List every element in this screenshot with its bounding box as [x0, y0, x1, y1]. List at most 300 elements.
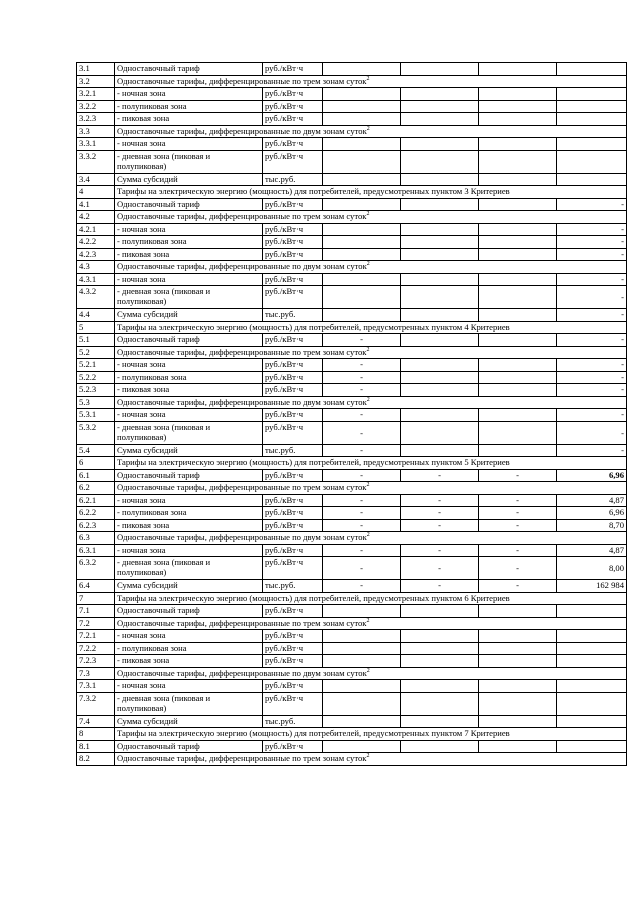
value-cell	[401, 150, 479, 173]
value-cell	[323, 198, 401, 211]
value-cell	[401, 655, 479, 668]
unit-cell: руб./кВт·ч	[263, 100, 323, 113]
unit-cell: тыс.руб.	[263, 309, 323, 322]
indicator-name-cell: Одноставочный тариф	[115, 469, 263, 482]
section-title-cell	[115, 125, 627, 138]
section-row	[77, 211, 627, 224]
row-number-cell: 3.2.2	[77, 100, 115, 113]
section-row	[77, 457, 627, 470]
table-row	[77, 223, 627, 236]
indicator-name-cell: - дневная зона (пиковая и полупиковая)	[115, 421, 263, 444]
footnote-mark: 2	[366, 396, 370, 403]
value-cell: 162 984	[557, 580, 627, 593]
unit-cell: руб./кВт·ч	[263, 371, 323, 384]
value-cell: -	[557, 359, 627, 372]
row-number-cell: 4	[77, 186, 115, 199]
section-row	[77, 346, 627, 359]
value-cell: -	[557, 223, 627, 236]
indicator-name-cell: - ночная зона	[115, 494, 263, 507]
value-cell	[401, 444, 479, 457]
section-title: Одноставочные тарифы, дифференцированные по трем зонам суток	[117, 617, 367, 628]
unit-cell: руб./кВт·ч	[263, 384, 323, 397]
row-number-cell: 4.3.1	[77, 273, 115, 286]
row-number-cell: 6.1	[77, 469, 115, 482]
unit-cell: руб./кВт·ч	[263, 359, 323, 372]
table-row	[77, 359, 627, 372]
table-row	[77, 371, 627, 384]
indicator-name-cell: - пиковая зона	[115, 655, 263, 668]
section-row	[77, 125, 627, 138]
value-cell	[479, 384, 557, 397]
value-cell	[323, 273, 401, 286]
value-cell: -	[323, 544, 401, 557]
value-cell	[401, 359, 479, 372]
value-cell: -	[557, 384, 627, 397]
row-number-cell: 5.2.2	[77, 371, 115, 384]
value-cell	[401, 409, 479, 422]
value-cell	[401, 715, 479, 728]
row-number-cell: 4.2.2	[77, 236, 115, 249]
value-cell: -	[401, 580, 479, 593]
value-cell	[401, 384, 479, 397]
section-row	[77, 753, 627, 766]
value-cell	[401, 421, 479, 444]
row-number-cell: 7.2.3	[77, 655, 115, 668]
value-cell: -	[557, 444, 627, 457]
indicator-name-cell: Одноставочный тариф	[115, 605, 263, 618]
value-cell	[479, 198, 557, 211]
unit-cell: руб./кВт·ч	[263, 63, 323, 76]
value-cell	[479, 150, 557, 173]
section-title-cell	[115, 261, 627, 274]
table-row	[77, 63, 627, 76]
footnote-mark: 2	[366, 617, 370, 624]
value-cell	[323, 715, 401, 728]
footnote-mark: 2	[366, 211, 370, 218]
value-cell	[557, 88, 627, 101]
unit-cell: тыс.руб.	[263, 173, 323, 186]
value-cell	[557, 173, 627, 186]
table-row	[77, 198, 627, 211]
row-number-cell: 7.3	[77, 667, 115, 680]
row-number-cell: 3.4	[77, 173, 115, 186]
value-cell	[479, 248, 557, 261]
value-cell: -	[557, 236, 627, 249]
indicator-name-cell: Одноставочный тариф	[115, 198, 263, 211]
value-cell	[479, 63, 557, 76]
value-cell	[401, 273, 479, 286]
section-row	[77, 728, 627, 741]
section-title-cell	[115, 592, 627, 605]
value-cell: -	[479, 469, 557, 482]
value-cell: -	[557, 309, 627, 322]
unit-cell: руб./кВт·ч	[263, 494, 323, 507]
value-cell: -	[401, 557, 479, 580]
value-cell: -	[557, 371, 627, 384]
value-cell	[323, 138, 401, 151]
row-number-cell: 7.1	[77, 605, 115, 618]
value-cell: 4,87	[557, 494, 627, 507]
row-number-cell: 8	[77, 728, 115, 741]
tariff-table-body	[77, 63, 627, 766]
tariff-table	[76, 62, 627, 766]
section-title: Одноставочные тарифы, дифференцированные по трем зонам суток	[117, 753, 367, 763]
row-number-cell: 4.3.2	[77, 286, 115, 309]
row-number-cell: 5	[77, 321, 115, 334]
section-title: Одноставочные тарифы, дифференцированные по трем зонам суток	[117, 346, 367, 357]
indicator-name-cell: - ночная зона	[115, 273, 263, 286]
value-cell	[323, 100, 401, 113]
indicator-name-cell: - полупиковая зона	[115, 236, 263, 249]
value-cell	[479, 113, 557, 126]
indicator-name-cell: - полупиковая зона	[115, 642, 263, 655]
value-cell	[401, 371, 479, 384]
value-cell	[479, 223, 557, 236]
value-cell	[401, 223, 479, 236]
section-row	[77, 532, 627, 545]
section-title: Тарифы на электрическую энергию (мощность) для потребителей, предусмотренных пунктом 5 Критериев	[117, 457, 510, 467]
value-cell	[401, 248, 479, 261]
value-cell	[479, 138, 557, 151]
table-row	[77, 100, 627, 113]
value-cell	[479, 655, 557, 668]
value-cell: -	[401, 469, 479, 482]
table-row	[77, 715, 627, 728]
unit-cell: руб./кВт·ч	[263, 88, 323, 101]
unit-cell: руб./кВт·ч	[263, 421, 323, 444]
row-number-cell: 6.2.3	[77, 519, 115, 532]
footnote-mark: 2	[366, 482, 370, 489]
footnote-mark: 2	[366, 75, 370, 82]
row-number-cell: 5.3.1	[77, 409, 115, 422]
section-row	[77, 482, 627, 495]
value-cell	[557, 630, 627, 643]
unit-cell: руб./кВт·ч	[263, 692, 323, 715]
section-row	[77, 75, 627, 88]
section-title-cell	[115, 321, 627, 334]
unit-cell: руб./кВт·ч	[263, 236, 323, 249]
section-title: Тарифы на электрическую энергию (мощность) для потребителей, предусмотренных пунктом 4 Критериев	[117, 321, 510, 332]
table-row	[77, 150, 627, 173]
value-cell: -	[479, 519, 557, 532]
value-cell	[557, 150, 627, 173]
section-row	[77, 186, 627, 199]
unit-cell: руб./кВт·ч	[263, 409, 323, 422]
row-number-cell: 4.1	[77, 198, 115, 211]
value-cell	[557, 138, 627, 151]
row-number-cell: 6.2.2	[77, 507, 115, 520]
row-number-cell: 6	[77, 457, 115, 470]
row-number-cell: 3.2	[77, 75, 115, 88]
indicator-name-cell: - дневная зона (пиковая и полупиковая)	[115, 557, 263, 580]
value-cell: 6,96	[557, 469, 627, 482]
value-cell: -	[557, 334, 627, 347]
value-cell: -	[557, 198, 627, 211]
value-cell: -	[323, 371, 401, 384]
row-number-cell: 6.4	[77, 580, 115, 593]
row-number-cell: 4.4	[77, 309, 115, 322]
value-cell	[401, 138, 479, 151]
unit-cell: руб./кВт·ч	[263, 273, 323, 286]
table-row	[77, 494, 627, 507]
value-cell	[323, 88, 401, 101]
value-cell: -	[323, 580, 401, 593]
indicator-name-cell: - пиковая зона	[115, 248, 263, 261]
row-number-cell: 5.3.2	[77, 421, 115, 444]
value-cell	[401, 100, 479, 113]
value-cell	[557, 100, 627, 113]
unit-cell: руб./кВт·ч	[263, 519, 323, 532]
unit-cell: тыс.руб.	[263, 715, 323, 728]
row-number-cell: 4.2	[77, 211, 115, 224]
table-row	[77, 519, 627, 532]
indicator-name-cell: - ночная зона	[115, 359, 263, 372]
value-cell	[323, 173, 401, 186]
section-title-cell	[115, 532, 627, 545]
row-number-cell: 8.2	[77, 753, 115, 766]
value-cell	[323, 113, 401, 126]
section-title: Одноставочные тарифы, дифференцированные по двум зонам суток	[117, 396, 367, 407]
indicator-name-cell: - пиковая зона	[115, 384, 263, 397]
value-cell	[557, 655, 627, 668]
unit-cell: руб./кВт·ч	[263, 198, 323, 211]
unit-cell: руб./кВт·ч	[263, 286, 323, 309]
value-cell: -	[479, 507, 557, 520]
section-title: Одноставочные тарифы, дифференцированные по двум зонам суток	[117, 261, 367, 271]
footnote-mark: 2	[366, 346, 370, 353]
row-number-cell: 6.3.2	[77, 557, 115, 580]
indicator-name-cell: - дневная зона (пиковая и полупиковая)	[115, 286, 263, 309]
section-title: Одноставочные тарифы, дифференцированные по трем зонам суток	[117, 211, 367, 221]
indicator-name-cell: Одноставочный тариф	[115, 63, 263, 76]
indicator-name-cell: - полупиковая зона	[115, 100, 263, 113]
footnote-mark: 2	[366, 753, 370, 760]
value-cell: -	[323, 384, 401, 397]
value-cell	[401, 334, 479, 347]
table-row	[77, 309, 627, 322]
value-cell	[479, 286, 557, 309]
value-cell	[323, 236, 401, 249]
table-row	[77, 444, 627, 457]
row-number-cell: 4.3	[77, 261, 115, 274]
row-number-cell: 3.2.1	[77, 88, 115, 101]
section-title-cell	[115, 396, 627, 409]
section-row	[77, 396, 627, 409]
table-row	[77, 680, 627, 693]
value-cell: -	[479, 544, 557, 557]
value-cell: -	[401, 494, 479, 507]
table-row	[77, 138, 627, 151]
indicator-name-cell: - ночная зона	[115, 138, 263, 151]
row-number-cell: 3.3	[77, 125, 115, 138]
row-number-cell: 5.4	[77, 444, 115, 457]
table-row	[77, 544, 627, 557]
value-cell	[479, 334, 557, 347]
value-cell	[479, 409, 557, 422]
section-title-cell	[115, 457, 627, 470]
row-number-cell: 5.1	[77, 334, 115, 347]
unit-cell: руб./кВт·ч	[263, 507, 323, 520]
unit-cell: руб./кВт·ч	[263, 630, 323, 643]
unit-cell: руб./кВт·ч	[263, 544, 323, 557]
table-row	[77, 655, 627, 668]
value-cell	[479, 715, 557, 728]
value-cell	[479, 309, 557, 322]
value-cell: 8,00	[557, 557, 627, 580]
value-cell: -	[557, 248, 627, 261]
indicator-name-cell: - пиковая зона	[115, 519, 263, 532]
row-number-cell: 3.3.1	[77, 138, 115, 151]
table-row	[77, 630, 627, 643]
value-cell	[401, 88, 479, 101]
row-number-cell: 5.2.1	[77, 359, 115, 372]
row-number-cell: 6.3.1	[77, 544, 115, 557]
value-cell: -	[323, 359, 401, 372]
table-row	[77, 642, 627, 655]
row-number-cell: 6.2	[77, 482, 115, 495]
section-title-cell	[115, 728, 627, 741]
section-title-cell	[115, 617, 627, 630]
section-title: Одноставочные тарифы, дифференцированные по трем зонам суток	[117, 75, 367, 86]
value-cell	[323, 655, 401, 668]
value-cell: 6,96	[557, 507, 627, 520]
value-cell	[557, 740, 627, 753]
value-cell	[401, 198, 479, 211]
footnote-mark: 2	[366, 125, 370, 132]
section-row	[77, 617, 627, 630]
value-cell	[479, 371, 557, 384]
section-title-cell	[115, 211, 627, 224]
value-cell: 4,87	[557, 544, 627, 557]
section-title: Одноставочные тарифы, дифференцированные по двум зонам суток	[117, 125, 367, 136]
value-cell	[557, 692, 627, 715]
value-cell: -	[323, 494, 401, 507]
table-row	[77, 507, 627, 520]
row-number-cell: 5.3	[77, 396, 115, 409]
footnote-mark: 2	[366, 667, 370, 674]
row-number-cell: 6.2.1	[77, 494, 115, 507]
value-cell: -	[323, 421, 401, 444]
row-number-cell: 8.1	[77, 740, 115, 753]
value-cell	[323, 309, 401, 322]
value-cell	[479, 88, 557, 101]
table-row	[77, 248, 627, 261]
value-cell	[479, 605, 557, 618]
value-cell: 8,70	[557, 519, 627, 532]
indicator-name-cell: - ночная зона	[115, 680, 263, 693]
value-cell	[323, 630, 401, 643]
value-cell	[479, 444, 557, 457]
unit-cell: руб./кВт·ч	[263, 150, 323, 173]
unit-cell: руб./кВт·ч	[263, 334, 323, 347]
section-title: Тарифы на электрическую энергию (мощность) для потребителей, предусмотренных пунктом 7 Критериев	[117, 728, 510, 738]
row-number-cell: 3.2.3	[77, 113, 115, 126]
unit-cell: руб./кВт·ч	[263, 113, 323, 126]
value-cell	[479, 173, 557, 186]
value-cell	[557, 680, 627, 693]
section-title-cell	[115, 75, 627, 88]
row-number-cell: 7.2.1	[77, 630, 115, 643]
table-row	[77, 557, 627, 580]
value-cell	[479, 642, 557, 655]
unit-cell: руб./кВт·ч	[263, 680, 323, 693]
value-cell	[557, 113, 627, 126]
value-cell	[479, 680, 557, 693]
row-number-cell: 7	[77, 592, 115, 605]
indicator-name-cell: - ночная зона	[115, 409, 263, 422]
value-cell: -	[401, 507, 479, 520]
section-title-cell	[115, 346, 627, 359]
row-number-cell: 3.3.2	[77, 150, 115, 173]
indicator-name-cell: Сумма субсидий	[115, 309, 263, 322]
indicator-name-cell: - полупиковая зона	[115, 371, 263, 384]
section-title: Одноставочные тарифы, дифференцированные по двум зонам суток	[117, 667, 367, 678]
table-row	[77, 469, 627, 482]
value-cell: -	[401, 519, 479, 532]
unit-cell: руб./кВт·ч	[263, 248, 323, 261]
value-cell	[323, 286, 401, 309]
indicator-name-cell: Одноставочный тариф	[115, 740, 263, 753]
table-row	[77, 580, 627, 593]
row-number-cell: 7.3.1	[77, 680, 115, 693]
table-row	[77, 236, 627, 249]
value-cell	[401, 63, 479, 76]
value-cell	[323, 150, 401, 173]
value-cell: -	[323, 469, 401, 482]
value-cell	[479, 359, 557, 372]
table-row	[77, 421, 627, 444]
value-cell	[479, 630, 557, 643]
row-number-cell: 3.1	[77, 63, 115, 76]
value-cell	[323, 605, 401, 618]
value-cell	[401, 740, 479, 753]
value-cell	[401, 173, 479, 186]
value-cell: -	[557, 409, 627, 422]
unit-cell: руб./кВт·ч	[263, 557, 323, 580]
indicator-name-cell: - дневная зона (пиковая и полупиковая)	[115, 692, 263, 715]
table-row	[77, 334, 627, 347]
row-number-cell: 4.2.1	[77, 223, 115, 236]
value-cell: -	[557, 273, 627, 286]
unit-cell: тыс.руб.	[263, 444, 323, 457]
table-row	[77, 88, 627, 101]
value-cell	[401, 286, 479, 309]
row-number-cell: 7.2	[77, 617, 115, 630]
table-row	[77, 113, 627, 126]
value-cell: -	[323, 334, 401, 347]
value-cell	[323, 63, 401, 76]
table-row	[77, 173, 627, 186]
value-cell	[323, 223, 401, 236]
unit-cell: руб./кВт·ч	[263, 469, 323, 482]
section-title: Тарифы на электрическую энергию (мощность) для потребителей, предусмотренных пунктом 3 Критериев	[117, 186, 510, 196]
row-number-cell: 5.2	[77, 346, 115, 359]
value-cell	[401, 642, 479, 655]
value-cell	[323, 642, 401, 655]
value-cell: -	[479, 580, 557, 593]
row-number-cell: 5.2.3	[77, 384, 115, 397]
unit-cell: тыс.руб.	[263, 580, 323, 593]
table-row	[77, 692, 627, 715]
indicator-name-cell: Одноставочный тариф	[115, 334, 263, 347]
value-cell	[479, 236, 557, 249]
table-row	[77, 384, 627, 397]
value-cell	[557, 63, 627, 76]
value-cell: -	[479, 494, 557, 507]
section-title-cell	[115, 186, 627, 199]
value-cell	[323, 740, 401, 753]
row-number-cell: 7.4	[77, 715, 115, 728]
